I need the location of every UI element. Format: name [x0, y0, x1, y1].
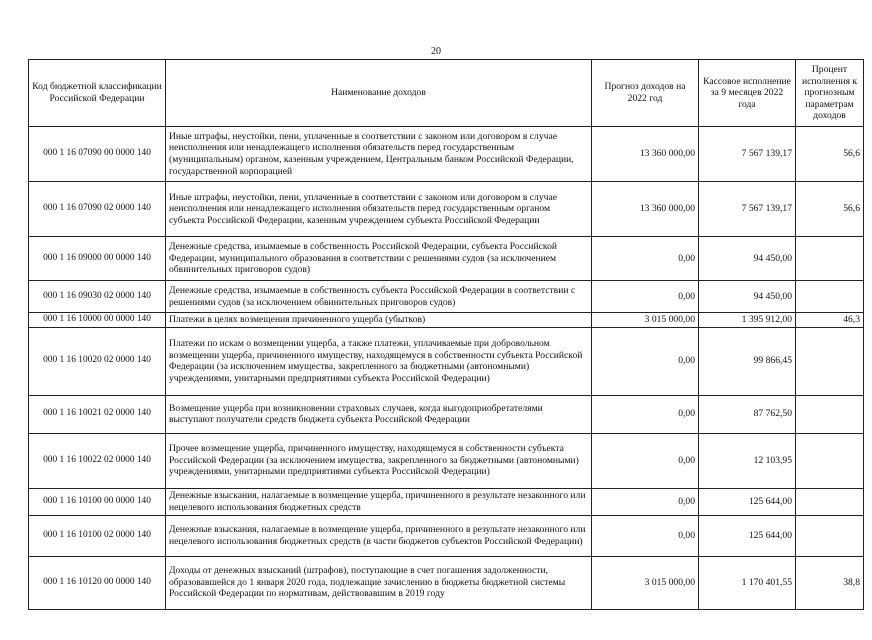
row-name: Иные штрафы, неустойки, пени, уплаченные в соответствии с законом или договором в случае неисполнения или ненадлежащего исполнения обязательств перед государственным органом субъекта Российской Федерации, казенным учреждением субъекта Российской Федерации [166, 182, 592, 237]
row-percent [796, 237, 864, 281]
header-name: Наименование доходов [166, 60, 592, 127]
row-name: Доходы от денежных взысканий (штрафов), поступающие в счет погашения задолженности, образовавшейся до 1 января 2020 года, подлежащие зачислению в бюджеты бюджетной системы Российской Федерации по нормативам, действовавшим в 2019 году [166, 556, 592, 609]
table-row [29, 313, 864, 328]
page-number: 20 [431, 46, 441, 57]
row-code: 000 1 16 10000 00 0000 140 [29, 313, 166, 328]
row-code: 000 1 16 10020 02 0000 140 [29, 327, 166, 395]
table-row [29, 433, 864, 488]
row-name: Денежные взыскания, налагаемые в возмещение ущерба, причиненного в результате незаконного или нецелевого использования бюджетных средств (в части бюджетов субъектов Российской Федерации) [166, 515, 592, 556]
row-code: 000 1 16 07090 00 0000 140 [29, 127, 166, 182]
row-name: Денежные средства, изымаемые в собственность субъекта Российской Федерации в соответствии с решениями судов (за исключением обвинительных приговоров судов) [166, 281, 592, 313]
row-name: Иные штрафы, неустойки, пени, уплаченные в соответствии с законом или договором в случае неисполнения или ненадлежащего исполнения обязательств перед государственным (муниципальным) органом, казенным учреждением, Центральным банком Российской Федерации, государственной корпорацией [166, 127, 592, 182]
header-execution: Кассовое исполнение за 9 месяцев 2022 года [699, 60, 796, 127]
row-percent [796, 327, 864, 395]
row-code: 000 1 16 07090 02 0000 140 [29, 182, 166, 237]
row-code: 000 1 16 10022 02 0000 140 [29, 433, 166, 488]
row-code: 000 1 16 10021 02 0000 140 [29, 395, 166, 433]
table-row [29, 237, 864, 281]
row-execution: 125 644,00 [699, 515, 796, 556]
row-name: Платежи по искам о возмещении ущерба, а также платежи, уплачиваемые при добровольном возмещении ущерба, причиненного имуществу, находящемуся в собственности субъекта Российской Федерации (за исключением имущества, закрепленного за бюджетными (автономными) учреждениями, унитарными предприятиями субъекта Российской Федерации) [166, 327, 592, 395]
revenue-table [28, 59, 864, 610]
row-percent: 56,6 [796, 127, 864, 182]
row-forecast: 13 360 000,00 [592, 182, 699, 237]
row-percent [796, 395, 864, 433]
row-percent: 38,8 [796, 556, 864, 609]
row-execution: 99 866,45 [699, 327, 796, 395]
row-forecast: 0,00 [592, 281, 699, 313]
table-row [29, 327, 864, 395]
row-code: 000 1 16 10120 00 0000 140 [29, 556, 166, 609]
row-execution: 1 170 401,55 [699, 556, 796, 609]
row-code: 000 1 16 09030 02 0000 140 [29, 281, 166, 313]
header-code: Код бюджетной классификации Российской Федерации [29, 60, 166, 127]
row-code: 000 1 16 10100 02 0000 140 [29, 515, 166, 556]
row-percent [796, 281, 864, 313]
table-row [29, 127, 864, 182]
row-name: Прочее возмещение ущерба, причиненного имуществу, находящемуся в собственности субъекта Российской Федерации (за исключением имущества, закрепленного за бюджетными (автономными) учреждениями, унитарными предприятиями субъекта Российской Федерации) [166, 433, 592, 488]
row-execution: 7 567 139,17 [699, 127, 796, 182]
row-execution: 1 395 912,00 [699, 313, 796, 328]
row-forecast: 3 015 000,00 [592, 556, 699, 609]
row-forecast: 0,00 [592, 433, 699, 488]
row-code: 000 1 16 10100 00 0000 140 [29, 488, 166, 515]
row-forecast: 0,00 [592, 327, 699, 395]
row-code: 000 1 16 09000 00 0000 140 [29, 237, 166, 281]
row-execution: 87 762,50 [699, 395, 796, 433]
table-row [29, 488, 864, 515]
header-percent: Процент исполнения к прогнозным параметрам доходов [796, 60, 864, 127]
row-forecast: 0,00 [592, 237, 699, 281]
row-forecast: 0,00 [592, 488, 699, 515]
row-execution: 12 103,95 [699, 433, 796, 488]
row-forecast: 13 360 000,00 [592, 127, 699, 182]
row-name: Возмещение ущерба при возникновении страховых случаев, когда выгодоприобретателями выступают получатели средств бюджета субъекта Российской Федерации [166, 395, 592, 433]
row-execution: 94 450,00 [699, 281, 796, 313]
row-percent: 56,6 [796, 182, 864, 237]
table-row [29, 281, 864, 313]
table-row [29, 395, 864, 433]
row-name: Платежи в целях возмещения причиненного ущерба (убытков) [166, 313, 592, 328]
table-row [29, 182, 864, 237]
row-name: Денежные средства, изымаемые в собственность Российской Федерации, субъекта Российской Федерации, муниципального образования в соответствии с решениями судов (за исключением обвинительных приговоров судов) [166, 237, 592, 281]
row-execution: 94 450,00 [699, 237, 796, 281]
table-body [29, 127, 864, 610]
row-forecast: 0,00 [592, 515, 699, 556]
row-percent [796, 488, 864, 515]
row-percent: 46,3 [796, 313, 864, 328]
row-forecast: 3 015 000,00 [592, 313, 699, 328]
row-name: Денежные взыскания, налагаемые в возмещение ущерба, причиненного в результате незаконного или нецелевого использования бюджетных средств [166, 488, 592, 515]
row-execution: 7 567 139,17 [699, 182, 796, 237]
row-percent [796, 515, 864, 556]
row-execution: 125 644,00 [699, 488, 796, 515]
header-forecast: Прогноз доходов на 2022 год [592, 60, 699, 127]
row-forecast: 0,00 [592, 395, 699, 433]
table-header-row [29, 60, 864, 127]
table-row [29, 515, 864, 556]
row-percent [796, 433, 864, 488]
table-row [29, 556, 864, 609]
